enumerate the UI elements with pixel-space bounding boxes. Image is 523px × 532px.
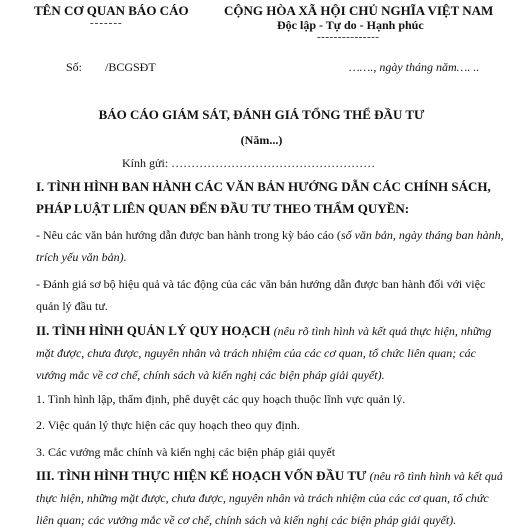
agency-name: TÊN CƠ QUAN BÁO CÁO — [34, 3, 189, 18]
motto-underline: --------------- — [317, 31, 380, 43]
section-2-note: (nêu rõ tình hình và kết quả thực hiện, những mặt được, chưa được, nguyên nhân và trách nhiệm của các cơ quan, tổ chức liên quan; các vướng mắc về cơ chế, chính sách và kiến nghị các biện pháp giải quyết). — [36, 324, 492, 382]
section-3-title: III. TÌNH HÌNH THỰC HIỆN KẾ HOẠCH VỐN ĐẦU TƯ — [36, 468, 370, 483]
section-1-item-1-italic: số văn bản, ngày tháng ban hành, trích yếu văn bản). — [36, 228, 504, 264]
number-value: /BCGSĐT — [105, 60, 156, 74]
section-2-heading — [36, 320, 508, 386]
number-label: Số: — [66, 60, 83, 74]
section-2-item-1: 1. Tình hình lập, thẩm định, phê duyệt các quy hoạch thuộc lĩnh vực quản lý. — [36, 392, 406, 406]
section-1-item-2: - Đánh giá sơ bộ hiệu quả và tác động của các văn bản hướng dẫn được ban hành đối với việc quản lý đầu tư. — [36, 277, 486, 313]
section-1-item-1 — [36, 224, 506, 268]
section-1-heading: I. TÌNH HÌNH BAN HÀNH CÁC VĂN BẢN HƯỚNG DẪN CÁC CHÍNH SÁCH, PHÁP LUẬT LIÊN QUAN ĐẾN ĐẦU TƯ THEO THẨM QUYỀN: — [36, 179, 491, 216]
report-year: (Năm...) — [240, 133, 283, 147]
report-title: BÁO CÁO GIÁM SÁT, ĐÁNH GIÁ TỔNG THỂ ĐẦU TƯ — [98, 107, 425, 122]
agency-underline: ------- — [90, 17, 123, 29]
section-3-heading — [36, 465, 508, 531]
motto: Độc lập - Tự do - Hạnh phúc — [277, 18, 424, 32]
recipient-line: Kính gửi: …………………………………………… — [122, 156, 376, 170]
section-2-item-3: 3. Các vướng mắc chính và kiến nghị các biện pháp giải quyết — [36, 445, 336, 459]
section-3-note: (nêu rõ tình hình và kết quả thực hiện, những mặt được, chưa được, nguyên nhân và trách nhiệm của các cơ quan, tổ chức liên quan; các vướng mắc về cơ chế, chính sách và kiến nghị các biện pháp giải quyết). — [36, 469, 503, 527]
republic-title: CỘNG HÒA XÃ HỘI CHỦ NGHĨA VIỆT NAM — [224, 3, 494, 18]
section-2-item-2: 2. Việc quản lý thực hiện các quy hoạch theo quy định. — [36, 418, 300, 432]
date-line: ……., ngày tháng năm…. .. — [349, 60, 480, 74]
section-2-title: II. TÌNH HÌNH QUẢN LÝ QUY HOẠCH — [36, 323, 274, 338]
section-1-item-1-text: - Nêu các văn bản hướng dẫn được ban hành trong kỳ báo cáo ( — [36, 228, 341, 242]
